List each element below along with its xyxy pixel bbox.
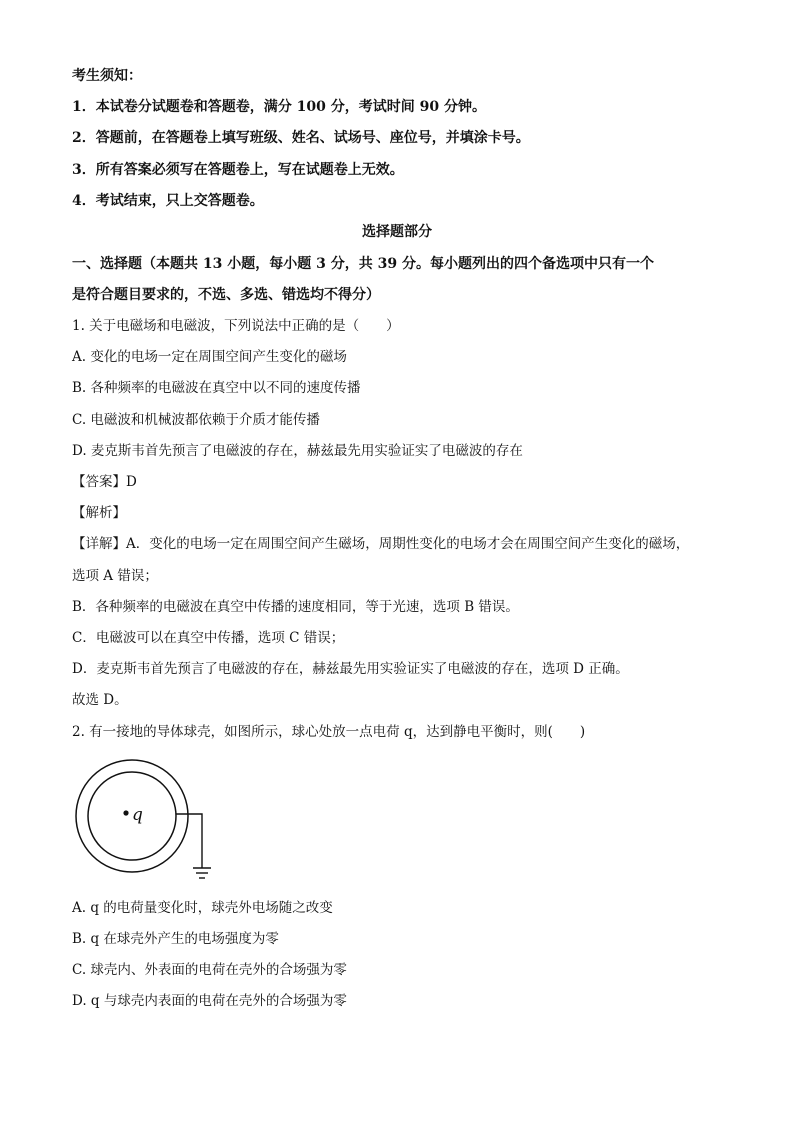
q1-option-a: A. 变化的电场一定在周围空间产生变化的磁场 — [72, 349, 347, 365]
q2-option-a: A. q 的电荷量变化时，球壳外电场随之改变 — [72, 900, 333, 916]
notice-title: 考生须知： — [72, 68, 142, 84]
q2-option-c: C. 球壳内、外表面的电荷在壳外的合场强为零 — [72, 962, 347, 978]
grounded-shell-diagram — [70, 756, 220, 891]
section-header-line-2: 是符合题目要求的，不选、多选、错选均不得分） — [72, 287, 380, 303]
q2-stem: 2. 有一接地的导体球壳，如图所示，球心处放一点电荷 q，达到静电平衡时，则( ) — [72, 724, 586, 740]
q1-answer: 【答案】D — [72, 474, 137, 490]
ground-wire — [176, 814, 202, 868]
q1-option-d: D. 麦克斯韦首先预言了电磁波的存在，赫兹最先用实验证实了电磁波的存在 — [72, 443, 523, 459]
q1-detail-5: D．麦克斯韦首先预言了电磁波的存在，赫兹最先用实验证实了电磁波的存在，选项 D 正确。 — [72, 661, 629, 677]
notice-item-3: 3．所有答案必须写在答题卷上，写在试题卷上无效。 — [72, 162, 404, 178]
q2-option-b: B. q 在球壳外产生的电场强度为零 — [72, 931, 279, 947]
q1-detail-1: 【详解】A．变化的电场一定在周围空间产生磁场，周期性变化的电场才会在周围空间产生变化的磁场， — [72, 536, 690, 552]
charge-label: q — [132, 805, 143, 825]
q1-option-c: C. 电磁波和机械波都依赖于介质才能传播 — [72, 412, 320, 428]
section-title: 选择题部分 — [362, 224, 432, 240]
notice-item-2: 2．答题前，在答题卷上填写班级、姓名、试场号、座位号，并填涂卡号。 — [72, 130, 530, 146]
q1-detail-4: C．电磁波可以在真空中传播，选项 C 错误； — [72, 630, 345, 646]
notice-item-1: 1．本试卷分试题卷和答题卷，满分 100 分，考试时间 90 分钟。 — [72, 99, 486, 115]
q1-detail-2: 选项 A 错误； — [72, 568, 158, 584]
q1-detail-6: 故选 D。 — [72, 692, 128, 708]
q1-analysis-label: 【解析】 — [72, 505, 126, 521]
q1-option-b: B. 各种频率的电磁波在真空中以不同的速度传播 — [72, 380, 361, 396]
notice-item-4: 4．考试结束，只上交答题卷。 — [72, 193, 264, 209]
point-charge-dot — [123, 810, 128, 815]
q1-stem: 1. 关于电磁场和电磁波，下列说法中正确的是（ ） — [72, 318, 400, 334]
section-header-line-1: 一、选择题（本题共 13 小题，每小题 3 分，共 39 分。每小题列出的四个备选项中只有一个 — [72, 256, 654, 272]
q2-option-d: D. q 与球壳内表面的电荷在壳外的合场强为零 — [72, 993, 347, 1009]
q1-detail-3: B．各种频率的电磁波在真空中传播的速度相同，等于光速，选项 B 错误。 — [72, 599, 519, 615]
